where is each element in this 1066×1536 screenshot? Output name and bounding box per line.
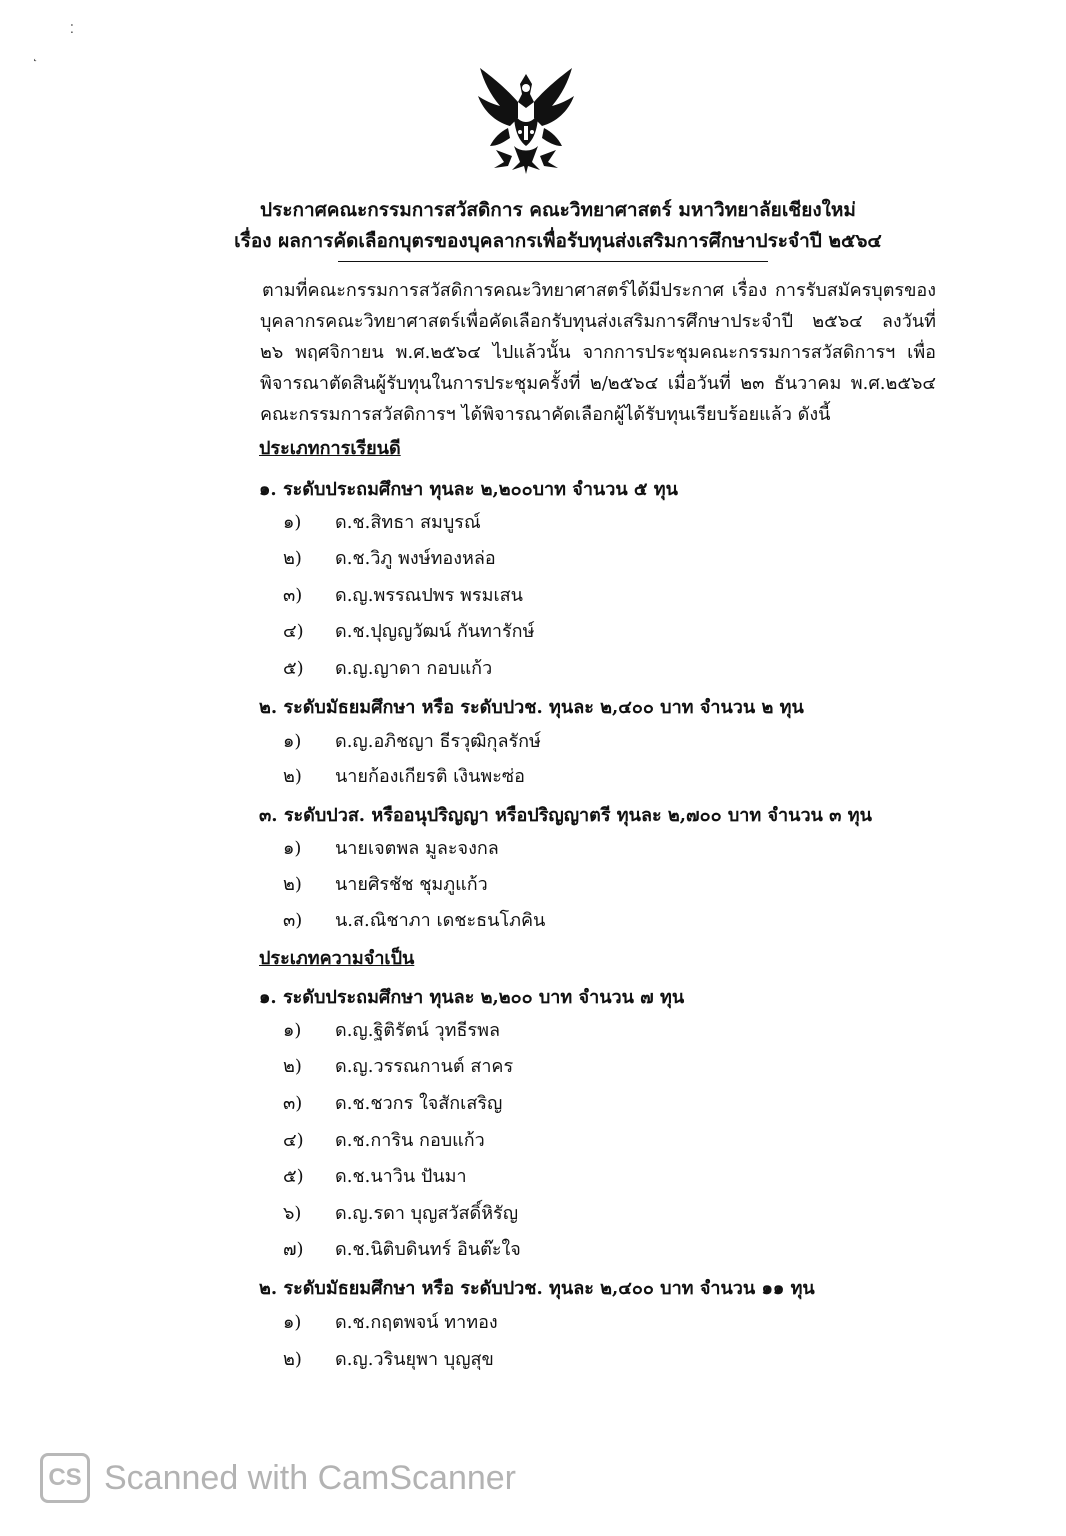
list-item (283, 507, 481, 536)
scanner-watermark (40, 1450, 516, 1506)
item-number: ๓) (283, 910, 303, 931)
recipient-name: ด.ญ.อภิชญา ธีรวุฒิกุลรักษ์ (335, 731, 541, 752)
item-number: ๒) (283, 548, 302, 569)
list-item (283, 726, 541, 755)
item-number: ๓) (283, 585, 303, 606)
list-item (283, 1198, 518, 1227)
recipient-name: ด.ช.ชวกร ใจสักเสริญ (335, 1093, 503, 1114)
list-item (283, 1051, 513, 1080)
list-item (283, 761, 525, 790)
scan-speck: ˛ (32, 48, 38, 62)
list-item (283, 1307, 498, 1336)
title-underline (338, 261, 768, 262)
recipient-name: น.ส.ณิชาภา เดชะธนโภคิน (335, 910, 546, 931)
level-heading: ๑. ระดับประถมศึกษา ทุนละ ๒,๒๐๐ บาท จำนวน ๗ ทุน (259, 987, 685, 1008)
list-item (283, 1234, 521, 1263)
camscanner-logo-icon: CS (40, 1453, 90, 1503)
list-item (283, 1088, 502, 1117)
list-item (283, 543, 496, 572)
list-item (283, 580, 523, 609)
item-number: ๓) (283, 1093, 303, 1114)
item-number: ๔) (283, 1130, 304, 1151)
item-number: ๒) (283, 1056, 302, 1077)
item-number: ๑) (283, 512, 302, 533)
list-item (283, 616, 534, 645)
item-number: ๗) (283, 1239, 304, 1260)
announcement-subject: เรื่อง ผลการคัดเลือกบุตรของบุคลากรเพื่อรับทุนส่งเสริมการศึกษาประจำปี ๒๕๖๔ (234, 230, 882, 252)
recipient-name: ด.ญ.รดา บุญสวัสดิ์หิรัญ (335, 1203, 519, 1224)
recipient-name: นายก้องเกียรติ เงินพะซ่อ (335, 766, 525, 787)
recipient-name: ด.ช.กฤตพจน์ ทาทอง (335, 1312, 498, 1333)
list-item (283, 905, 545, 934)
item-number: ๑) (283, 1312, 302, 1333)
list-item (283, 653, 492, 682)
scan-speck: ⁚ (70, 22, 74, 36)
list-item (283, 1015, 500, 1044)
recipient-name: ด.ญ.ญาดา กอบแก้ว (335, 658, 493, 679)
recipient-name: ด.ญ.ฐิติรัตน์ วุทธีรพล (335, 1020, 500, 1041)
recipient-name: ด.ช.การิน กอบแก้ว (335, 1130, 485, 1151)
item-number: ๑) (283, 731, 302, 752)
garuda-emblem-icon (474, 66, 578, 174)
section-title: ประเภทการเรียนดี (259, 438, 401, 459)
list-item (283, 1344, 494, 1373)
recipient-name: ด.ช.สิทธา สมบูรณ์ (335, 512, 481, 533)
item-number: ๕) (283, 1166, 304, 1187)
recipient-name: นายศิรชัช ชุมภูแก้ว (335, 874, 488, 895)
level-heading: ๒. ระดับมัธยมศึกษา หรือ ระดับปวช. ทุนละ ๒,๔๐๐ บาท จำนวน ๑๑ ทุน (259, 1278, 815, 1299)
intro-text: ตามที่คณะกรรมการสวัสดิการคณะวิทยาศาสตร์ได้มีประกาศ เรื่อง การรับสมัครบุตรของบุคลากรคณะวิทยาศาสตร์เพื่อคัดเลือกรับทุนส่งเสริมการศึกษาประจำปี ๒๕๖๔ ลงวันที่ ๒๖ พฤศจิกายน พ.ศ.๒๕๖๔ ไปแล้วนั้น จากการประชุมคณะกรรมการสวัสดิการฯ เพื่อพิจารณาตัดสินผู้รับทุนในการประชุมครั้งที่ ๒/๒๕๖๔ เมื่อวันที่ ๒๓ ธันวาคม พ.ศ.๒๕๖๔ คณะกรรมการสวัสดิการฯ ได้พิจารณาคัดเลือกผู้ได้รับทุนเรียบร้อยแล้ว ดังนี้ (260, 280, 936, 425)
list-item (283, 833, 499, 862)
intro-paragraph (260, 275, 936, 430)
recipient-name: นายเจตพล มูละจงกล (335, 838, 499, 859)
item-number: ๒) (283, 1349, 302, 1370)
level-heading: ๑. ระดับประถมศึกษา ทุนละ ๒,๒๐๐บาท จำนวน ๕ ทุน (259, 479, 678, 500)
level-heading: ๒. ระดับมัธยมศึกษา หรือ ระดับปวช. ทุนละ ๒,๔๐๐ บาท จำนวน ๒ ทุน (259, 697, 804, 718)
recipient-name: ด.ช.วิภู พงษ์ทองหล่อ (335, 548, 496, 569)
announcement-title: ประกาศคณะกรรมการสวัสดิการ คณะวิทยาศาสตร์ มหาวิทยาลัยเชียงใหม่ (260, 199, 856, 221)
list-item (283, 1125, 485, 1154)
item-number: ๑) (283, 838, 302, 859)
recipient-name: ด.ญ.วรินยุพา บุญสุข (335, 1349, 494, 1370)
watermark-text: Scanned with CamScanner (104, 1458, 517, 1497)
item-number: ๔) (283, 621, 304, 642)
recipient-name: ด.ญ.พรรณปพร พรมเสน (335, 585, 523, 606)
item-number: ๖) (283, 1203, 302, 1224)
recipient-name: ด.ช.นาวิน ปันมา (335, 1166, 467, 1187)
level-heading: ๓. ระดับปวส. หรืออนุปริญญา หรือปริญญาตรี ทุนละ ๒,๗๐๐ บาท จำนวน ๓ ทุน (259, 805, 872, 826)
item-number: ๒) (283, 766, 302, 787)
recipient-name: ด.ช.ปุญญวัฒน์ กันทารักษ์ (335, 621, 535, 642)
list-item (283, 869, 488, 898)
section-title: ประเภทความจำเป็น (259, 948, 415, 969)
item-number: ๒) (283, 874, 302, 895)
recipient-name: ด.ญ.วรรณกานต์ สาคร (335, 1056, 514, 1077)
item-number: ๕) (283, 658, 304, 679)
list-item (283, 1161, 467, 1190)
recipient-name: ด.ช.นิติบดินทร์ อินต๊ะใจ (335, 1239, 521, 1260)
item-number: ๑) (283, 1020, 302, 1041)
